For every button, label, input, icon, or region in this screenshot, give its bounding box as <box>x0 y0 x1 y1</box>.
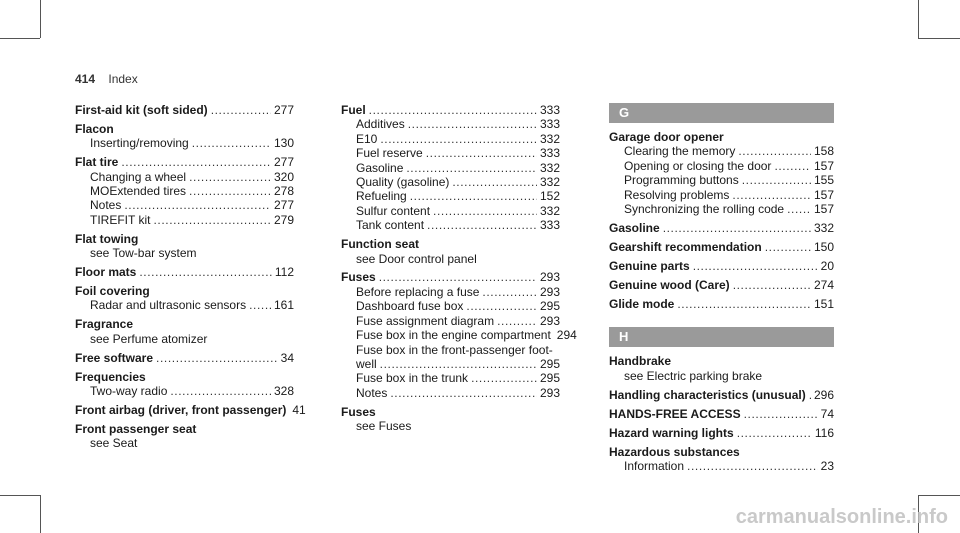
leader-dots <box>369 103 537 117</box>
page-header <box>75 72 138 86</box>
index-entry <box>75 122 294 151</box>
page-reference[interactable]: 157 <box>813 202 834 217</box>
entry-label: Handbrake <box>609 354 672 369</box>
page-reference[interactable]: 150 <box>813 239 834 254</box>
page-reference[interactable]: 332 <box>539 160 560 175</box>
leader-dots <box>192 136 271 150</box>
index-entry-heading[interactable] <box>75 265 294 279</box>
index-entry-heading[interactable] <box>341 103 560 117</box>
index-subentry <box>75 332 294 346</box>
page-reference[interactable]: 151 <box>813 296 834 311</box>
leader-dots <box>406 161 537 175</box>
entry-label: Fragrance <box>75 317 134 332</box>
page-number: 414 <box>75 72 96 86</box>
page-reference[interactable]: 296 <box>813 387 834 402</box>
index-subentry[interactable] <box>341 117 560 131</box>
leader-dots <box>466 299 537 313</box>
crop-mark <box>918 0 919 38</box>
page-reference[interactable]: 158 <box>813 144 834 159</box>
index-column-3 <box>609 103 834 478</box>
index-subentry[interactable] <box>341 204 560 218</box>
index-entry <box>609 407 834 421</box>
index-entry <box>341 237 560 266</box>
index-column-1 <box>75 103 306 455</box>
index-entry-heading <box>75 317 294 331</box>
index-entry-heading <box>75 422 294 436</box>
leader-dots <box>738 144 811 158</box>
index-entry-heading <box>75 370 294 384</box>
index-subentry[interactable] <box>341 386 560 400</box>
index-subentry[interactable] <box>75 198 294 212</box>
index-entry <box>341 103 560 233</box>
index-entry <box>75 351 294 365</box>
leader-dots <box>156 351 278 365</box>
index-entry-heading[interactable] <box>609 426 834 440</box>
index-entry-heading <box>609 354 834 368</box>
index-subentry[interactable] <box>341 146 560 160</box>
page-reference[interactable]: 332 <box>539 131 560 146</box>
letter-section-bar: H <box>609 327 834 347</box>
entry-label: Synchronizing the rolling code <box>624 202 785 217</box>
entry-label: Free software <box>75 350 154 365</box>
page-reference[interactable]: 332 <box>539 203 560 218</box>
index-entry <box>609 240 834 254</box>
index-subentry[interactable] <box>609 173 834 187</box>
index-subentry[interactable] <box>75 298 294 312</box>
page-reference[interactable]: 293 <box>539 385 560 400</box>
entry-label: Floor mats <box>75 265 137 280</box>
entry-label: Additives <box>356 117 405 132</box>
leader-dots <box>471 371 537 385</box>
page-reference[interactable]: 278 <box>273 184 294 199</box>
index-entry-heading <box>75 284 294 298</box>
index-entry <box>75 370 294 399</box>
entry-label: Fuses <box>341 270 376 285</box>
index-subentry[interactable] <box>341 161 560 175</box>
index-column-2 <box>341 103 577 438</box>
index-entry <box>75 155 294 227</box>
entry-label: see Tow-bar system <box>90 246 197 261</box>
index-entry-heading <box>341 405 560 419</box>
entry-label: Gasoline <box>356 160 404 175</box>
leader-dots <box>733 278 811 292</box>
entry-label: Notes <box>90 198 122 213</box>
page-reference[interactable]: 332 <box>539 175 560 190</box>
index-entry-heading[interactable] <box>609 259 834 273</box>
leader-dots <box>663 221 811 235</box>
crop-mark <box>0 495 40 496</box>
index-subentry[interactable] <box>341 328 577 343</box>
entry-label: Information <box>624 458 685 473</box>
page-reference[interactable]: 293 <box>539 284 560 299</box>
index-entry-heading[interactable] <box>75 402 306 417</box>
index-subentry[interactable] <box>609 144 834 158</box>
index-entry-heading <box>609 445 834 459</box>
page-reference[interactable]: 41 <box>292 402 306 417</box>
page-reference[interactable]: 332 <box>813 220 834 235</box>
leader-dots <box>170 384 271 398</box>
index-entry-heading[interactable] <box>609 221 834 235</box>
leader-dots <box>433 204 537 218</box>
leader-dots <box>139 265 272 279</box>
leader-dots <box>482 285 537 299</box>
index-subentry <box>75 436 294 450</box>
page-reference[interactable]: 295 <box>539 356 560 371</box>
index-subentry[interactable] <box>609 202 834 216</box>
page-reference[interactable]: 333 <box>539 103 560 117</box>
page-reference[interactable]: 161 <box>273 298 294 313</box>
page-reference[interactable]: 295 <box>539 371 560 386</box>
page-reference[interactable]: 112 <box>274 265 294 280</box>
leader-dots <box>380 132 537 146</box>
crop-mark <box>918 495 960 496</box>
entry-label: Flacon <box>75 121 114 136</box>
entry-label: Frequencies <box>75 369 146 384</box>
entry-label: see Seat <box>90 436 138 451</box>
index-subentry <box>341 252 560 266</box>
entry-label: Fuse box in the engine compartment <box>356 328 551 343</box>
index-entry-heading[interactable] <box>609 297 834 311</box>
index-subentry[interactable] <box>341 285 560 299</box>
entry-label: Fuse box in the front-passenger foot- <box>356 342 553 357</box>
leader-dots <box>408 117 537 131</box>
leader-dots <box>693 259 818 273</box>
leader-dots <box>787 202 811 216</box>
leader-dots <box>687 459 818 473</box>
leader-dots <box>380 357 537 371</box>
leader-dots <box>809 388 811 402</box>
index-entry-heading <box>341 237 560 251</box>
entry-label: Radar and ultrasonic sensors <box>90 298 247 313</box>
index-subentry[interactable] <box>609 459 834 473</box>
leader-dots <box>765 240 811 254</box>
entry-label: see Fuses <box>356 419 412 434</box>
entry-label: Sulfur content <box>356 203 431 218</box>
leader-dots <box>390 386 537 400</box>
index-entry <box>341 405 560 434</box>
index-entry <box>609 426 834 440</box>
entry-label: Gasoline <box>609 220 660 235</box>
index-subentry[interactable] <box>341 132 560 146</box>
entry-label: Resolving problems <box>624 187 730 202</box>
leader-dots <box>124 198 271 212</box>
entry-label: Tank content <box>356 218 425 233</box>
page-reference[interactable]: 279 <box>273 212 294 227</box>
index-entry <box>75 232 294 261</box>
index-subentry <box>341 343 560 357</box>
page-reference[interactable]: 23 <box>820 458 834 473</box>
leader-dots <box>211 103 271 117</box>
index-subentry[interactable] <box>75 184 294 198</box>
index-subentry <box>75 246 294 260</box>
leader-dots <box>426 146 537 160</box>
entry-label: Fuel reserve <box>356 146 423 161</box>
entry-label: Quality (gasoline) <box>356 175 450 190</box>
leader-dots <box>189 170 271 184</box>
page-reference[interactable]: 274 <box>813 277 834 292</box>
index-subentry[interactable] <box>75 136 294 150</box>
page-reference[interactable]: 130 <box>273 136 294 151</box>
leader-dots <box>121 155 271 169</box>
entry-label: see Electric parking brake <box>624 368 763 383</box>
leader-dots <box>452 175 537 189</box>
leader-dots <box>497 314 537 328</box>
page-reference[interactable]: 333 <box>539 146 560 161</box>
entry-label: Front airbag (driver, front passenger) <box>75 402 287 417</box>
index-entry <box>609 259 834 273</box>
section-title: Index <box>108 72 138 86</box>
leader-dots <box>189 184 271 198</box>
index-entry <box>75 103 294 117</box>
index-entry-heading <box>75 232 294 246</box>
entry-label: Handling characteristics (unusual) <box>609 387 806 402</box>
index-entry <box>75 284 294 313</box>
entry-label: Clearing the memory <box>624 144 736 159</box>
index-subentry[interactable] <box>75 384 294 398</box>
crop-mark <box>40 0 41 38</box>
index-entry <box>609 221 834 235</box>
index-subentry[interactable] <box>341 357 560 371</box>
leader-dots <box>732 188 811 202</box>
index-subentry[interactable] <box>75 213 294 227</box>
entry-label: well <box>356 356 377 371</box>
page-reference[interactable]: 277 <box>273 103 294 117</box>
entry-label: see Perfume atomizer <box>90 331 208 346</box>
leader-dots <box>153 213 271 227</box>
page-reference[interactable]: 293 <box>539 313 560 328</box>
entry-label: Function seat <box>341 237 420 252</box>
index-entry-heading[interactable] <box>75 155 294 169</box>
entry-label: Flat tire <box>75 155 119 170</box>
index-entry <box>75 317 294 346</box>
page-reference[interactable]: 74 <box>820 406 834 421</box>
page-reference[interactable]: 152 <box>539 189 560 204</box>
entry-label: Refueling <box>356 189 407 204</box>
index-entry-heading[interactable] <box>609 278 834 292</box>
index-subentry[interactable] <box>341 189 560 203</box>
index-entry <box>341 270 577 400</box>
entry-label: MOExtended tires <box>90 184 187 199</box>
entry-label: Front passenger seat <box>75 421 197 436</box>
entry-label: Flat towing <box>75 231 139 246</box>
entry-label: Hazardous substances <box>609 444 740 459</box>
watermark: carmanualsonline.info <box>735 506 948 528</box>
page-reference[interactable]: 333 <box>539 218 560 233</box>
index-subentry[interactable] <box>341 299 560 313</box>
entry-label: see Door control panel <box>356 251 477 266</box>
entry-label: Two-way radio <box>90 383 168 398</box>
crop-mark <box>40 495 41 533</box>
index-entry-heading[interactable] <box>75 351 294 365</box>
page-reference[interactable]: 294 <box>556 328 577 343</box>
entry-label: Before replacing a fuse <box>356 284 480 299</box>
entry-label: Dashboard fuse box <box>356 299 464 314</box>
index-subentry <box>341 419 560 433</box>
index-entry <box>75 422 294 451</box>
entry-label: Notes <box>356 385 388 400</box>
index-entry <box>609 278 834 292</box>
entry-label: Fuse box in the trunk <box>356 371 469 386</box>
entry-label: Fuel <box>341 103 366 117</box>
entry-label: Opening or closing the door <box>624 158 772 173</box>
entry-label: Foil covering <box>75 283 150 298</box>
index-entry-heading[interactable] <box>75 103 294 117</box>
entry-label: Glide mode <box>609 296 675 311</box>
page-reference[interactable]: 277 <box>273 155 294 170</box>
index-entry <box>75 265 294 279</box>
entry-label: Garage door opener <box>609 130 724 144</box>
letter-section-bar: G <box>609 103 834 123</box>
entry-label: TIREFIT kit <box>90 212 151 227</box>
index-entry-heading[interactable] <box>609 407 834 421</box>
index-entry <box>609 297 834 311</box>
index-entry-heading[interactable] <box>609 240 834 254</box>
entry-label: Changing a wheel <box>90 169 187 184</box>
index-entry <box>609 130 834 216</box>
index-entry-heading[interactable] <box>609 388 834 402</box>
leader-dots <box>774 159 811 173</box>
index-subentry[interactable] <box>341 218 560 232</box>
page-reference[interactable]: 34 <box>280 350 294 365</box>
crop-mark <box>918 38 960 39</box>
page-reference[interactable]: 295 <box>539 299 560 314</box>
index-subentry[interactable] <box>341 371 560 385</box>
leader-dots <box>410 189 537 203</box>
entry-label: Fuses <box>341 404 376 419</box>
page-reference[interactable]: 293 <box>539 270 560 285</box>
page-reference[interactable]: 333 <box>539 117 560 132</box>
index-subentry[interactable] <box>75 170 294 184</box>
page-reference[interactable]: 157 <box>813 158 834 173</box>
index-entry-heading[interactable] <box>341 270 560 284</box>
page-reference[interactable]: 320 <box>273 169 294 184</box>
page-reference[interactable]: 116 <box>814 425 834 440</box>
index-subentry <box>609 369 834 383</box>
leader-dots <box>379 270 537 284</box>
index-subentry[interactable] <box>609 159 834 173</box>
page-reference[interactable]: 277 <box>273 198 294 213</box>
leader-dots <box>427 218 537 232</box>
crop-mark <box>0 38 40 39</box>
page-reference[interactable]: 155 <box>813 173 834 188</box>
page-reference[interactable]: 20 <box>820 258 834 273</box>
entry-label: First-aid kit (soft sided) <box>75 103 208 117</box>
leader-dots <box>677 297 811 311</box>
index-entry <box>609 388 834 402</box>
entry-label: E10 <box>356 131 378 146</box>
entry-label: Hazard warning lights <box>609 425 734 440</box>
leader-dots <box>737 426 812 440</box>
index-entry-heading <box>609 130 834 144</box>
index-entry-heading <box>75 122 294 136</box>
index-subentry[interactable] <box>609 188 834 202</box>
entry-label: Programming buttons <box>624 173 739 188</box>
section-gap <box>609 315 834 327</box>
index-entry <box>75 402 306 417</box>
page-reference[interactable]: 328 <box>273 383 294 398</box>
index-entry <box>609 445 834 474</box>
index-subentry[interactable] <box>341 175 560 189</box>
leader-dots <box>744 407 818 421</box>
index-subentry[interactable] <box>341 314 560 328</box>
page-reference[interactable]: 157 <box>813 187 834 202</box>
entry-label: Genuine wood (Care) <box>609 277 730 292</box>
entry-label: Inserting/removing <box>90 136 189 151</box>
entry-label: Genuine parts <box>609 258 690 273</box>
entry-label: Gearshift recommendation <box>609 239 762 254</box>
leader-dots <box>742 173 811 187</box>
entry-label: HANDS-FREE ACCESS <box>609 406 741 421</box>
leader-dots <box>249 298 271 312</box>
index-entry <box>609 354 834 383</box>
entry-label: Fuse assignment diagram <box>356 313 495 328</box>
